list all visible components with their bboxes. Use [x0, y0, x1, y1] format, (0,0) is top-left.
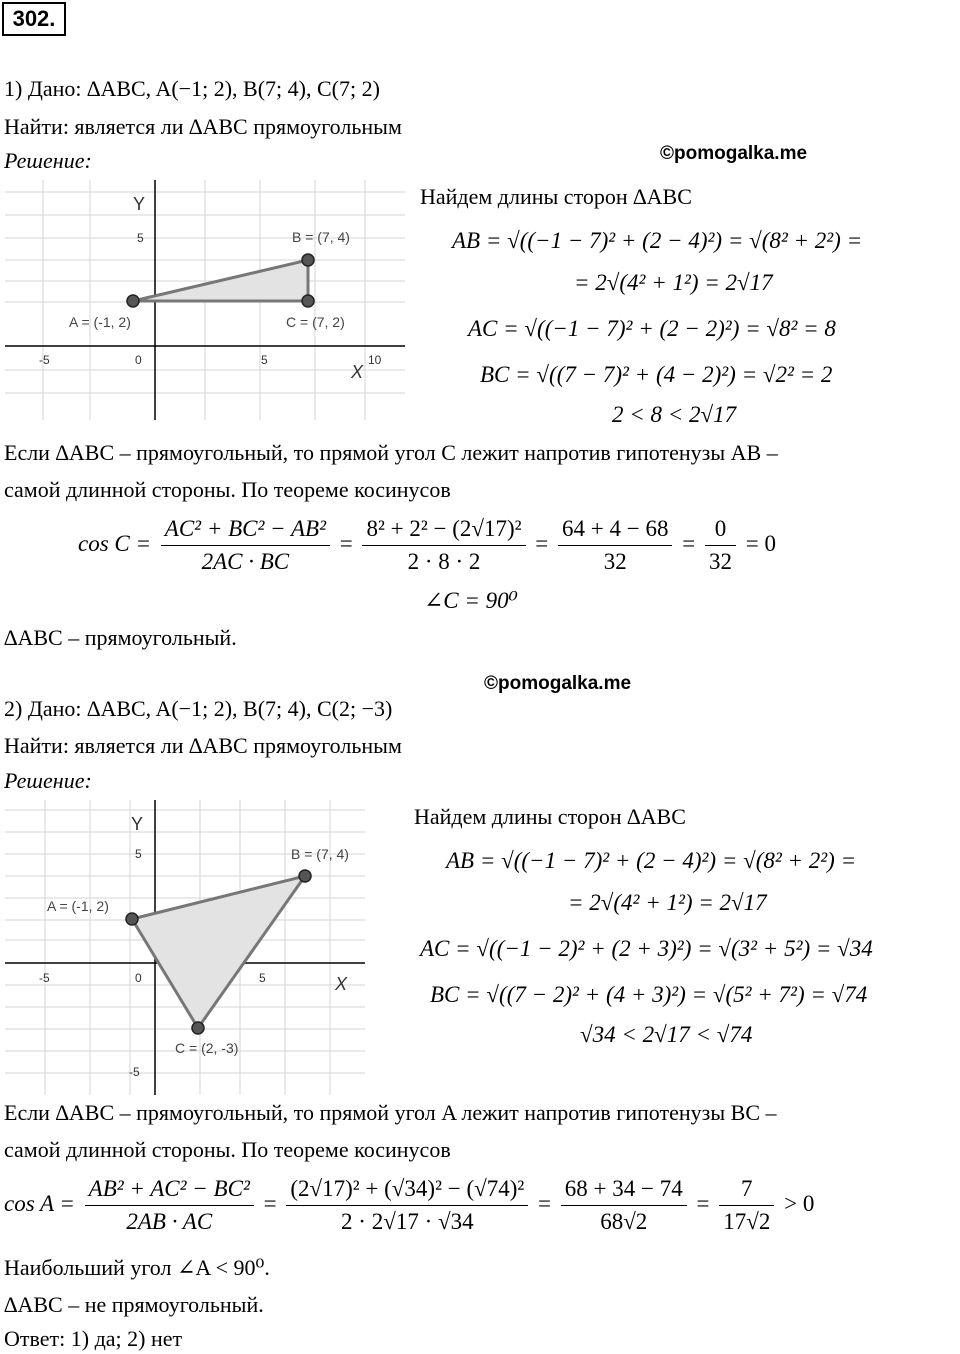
part2-eq-ab2: = 2√(4² + 1²) = 2√17 — [568, 890, 767, 915]
part2-given: 2) Дано: ∆ABC, A(−1; 2), B(7; 4), C(2; −3) — [4, 696, 393, 721]
label-b-1: B = (7, 4) — [292, 229, 350, 245]
part2-largest-angle: Наибольший угол ∠A < 90⁰. — [4, 1255, 270, 1280]
watermark-2: ©pomogalka.me — [484, 673, 632, 694]
part2-cos-f4-den: 17√2 — [723, 1209, 771, 1234]
x-tick-2-1: 0 — [135, 971, 142, 985]
part2-cos-f3-den: 68√2 — [600, 1209, 648, 1234]
part2-text2: самой длинной стороны. По теореме косинусов — [4, 1137, 451, 1162]
y-axis-label-2: Y — [131, 814, 144, 834]
part2-eq-ab1: AB = √((−1 − 7)² + (2 − 4)²) = √(8² + 2²) = — [446, 848, 857, 873]
part1-eq-ac: AC = √((−1 − 7)² + (2 − 2)²) = √8² = 8 — [468, 316, 836, 341]
label-a-1: A = (-1, 2) — [69, 314, 131, 330]
y-tick-1: 5 — [137, 231, 144, 245]
part1-eq-ab2: = 2√(4² + 1²) = 2√17 — [574, 270, 773, 295]
watermark-1: ©pomogalka.me — [660, 143, 808, 164]
part2-cos-result: > 0 — [784, 1190, 815, 1216]
part1-cos-f3-den: 32 — [603, 549, 627, 574]
problem-number: 302. — [2, 2, 66, 36]
part1-text2: самой длинной стороны. По теореме косинусов — [4, 477, 451, 502]
part2-cos-label: cos A = — [4, 1190, 75, 1216]
part2-cos-f4-num: 7 — [719, 1176, 774, 1206]
triangle-abc-2 — [132, 876, 305, 1028]
part1-find: Найти: является ли ∆ABC прямоугольным — [4, 114, 402, 139]
part1-solution-label: Решение: — [4, 148, 92, 173]
part2-eq-ac: AC = √((−1 − 2)² + (2 + 3)²) = √(3² + 5²) = √34 — [420, 936, 873, 961]
part1-cos-f1-num: AC² + BC² − AB² — [161, 516, 330, 546]
part2-find: Найти: является ли ∆ABC прямоугольным — [4, 733, 402, 758]
part1-cos-f3-num: 64 + 4 − 68 — [558, 516, 672, 546]
point-a-2 — [126, 913, 138, 925]
label-c-1: C = (7, 2) — [286, 314, 345, 330]
part2-cos-f1-num: AB² + AC² − BC² — [85, 1176, 254, 1206]
x-tick-2-2: 5 — [259, 971, 266, 985]
part2-text1: Если ∆ABC – прямоугольный, то прямой угол A лежит напротив гипотенузы BC – — [4, 1100, 777, 1125]
x-tick-1-1: 0 — [135, 353, 142, 367]
y-axis-label-1: Y — [133, 194, 146, 214]
part1-cos-formula: cos C = $\frac{\text{AC² + BC² − AB²}}{2AC \cdot BC}$ = $\frac{\text{8² + 2² − (2√17)²}}{2 \cdot 8 \cdot 2}$ = $\frac{64 + 4 - 68}{32}$ = $\frac{0}{32}$ = 0 — [78, 516, 776, 574]
label-c-2: C = (2, -3) — [175, 1040, 239, 1056]
point-c-2 — [192, 1022, 204, 1034]
part2-cos-f2-num: (2√17)² + (√34)² − (√74)² — [286, 1176, 528, 1206]
y-tick-2-1: -5 — [129, 1065, 140, 1079]
part1-conclusion: ∆ABC – прямоугольный. — [4, 625, 237, 650]
answer: Ответ: 1) да; 2) нет — [4, 1326, 183, 1351]
part2-cos-formula: cos A = $\frac{\text{AB² + AC² − BC²}}{2AB \cdot AC}$ = $\frac{\text{(2√17)² + (√34)² − (√74)²}}{2 \cdot 2√17 \cdot √34}$ = $\frac{68 + 34 - 74}{68√2}$ = $\frac{7}{17√2}$ > 0 — [4, 1176, 815, 1234]
x-tick-1-2: 5 — [261, 353, 268, 367]
part1-lengths-title: Найдем длины сторон ∆ABC — [420, 184, 692, 209]
part2-eq-compare: √34 < 2√17 < √74 — [580, 1022, 753, 1047]
part1-eq-bc: BC = √((7 − 7)² + (4 − 2)²) = √2² = 2 — [480, 362, 833, 387]
part2-cos-f1-den: 2AB · AC — [126, 1209, 213, 1234]
part1-eq-compare: 2 < 8 < 2√17 — [612, 402, 737, 427]
part2-eq-bc: BC = √((7 − 2)² + (4 + 3)²) = √(5² + 7²) = √74 — [430, 982, 868, 1007]
part1-eq-ab1: AB = √((−1 − 7)² + (2 − 4)²) = √(8² + 2²) = — [452, 228, 863, 253]
part1-cos-label: cos C = — [78, 530, 152, 556]
part1-cos-f2-num: 8² + 2² − (2√17)² — [362, 516, 525, 546]
x-tick-1-3: 10 — [368, 353, 382, 367]
x-tick-2-0: -5 — [39, 971, 50, 985]
part1-text1: Если ∆ABC – прямоугольный, то прямой угол C лежит напротив гипотенузы AB – — [4, 440, 778, 465]
part2-lengths-title: Найдем длины сторон ∆ABC — [414, 804, 686, 829]
label-b-2: B = (7, 4) — [291, 846, 349, 862]
part1-given: 1) Дано: ∆ABC, A(−1; 2), B(7; 4), C(7; 2) — [4, 76, 380, 101]
graph-2 — [5, 800, 365, 1095]
part1-cos-result: = 0 — [745, 530, 776, 556]
label-a-2: A = (-1, 2) — [47, 898, 109, 914]
x-axis-label-2: X — [335, 974, 348, 994]
part2-cos-f2-den: 2 · 2√17 · √34 — [341, 1209, 474, 1234]
y-tick-2-0: 5 — [135, 847, 142, 861]
point-a-1 — [127, 295, 139, 307]
part2-cos-f3-num: 68 + 34 − 74 — [561, 1176, 687, 1206]
x-axis-label-1: X — [351, 362, 364, 382]
point-b-2 — [299, 870, 311, 882]
point-b-1 — [302, 254, 314, 266]
part1-cos-f4-num: 0 — [705, 516, 736, 546]
part1-cos-f2-den: 2 · 8 · 2 — [407, 549, 481, 574]
part1-cos-f1-den: 2AC · BC — [201, 549, 290, 574]
x-tick-1-0: -5 — [39, 353, 50, 367]
part2-solution-label: Решение: — [4, 768, 92, 793]
point-c-1 — [302, 295, 314, 307]
part1-cos-f4-den: 32 — [708, 549, 732, 574]
part2-conclusion: ∆ABC – не прямоугольный. — [4, 1292, 264, 1317]
graph-1 — [5, 180, 405, 420]
part1-angle: ∠C = 90⁰ — [424, 588, 518, 613]
